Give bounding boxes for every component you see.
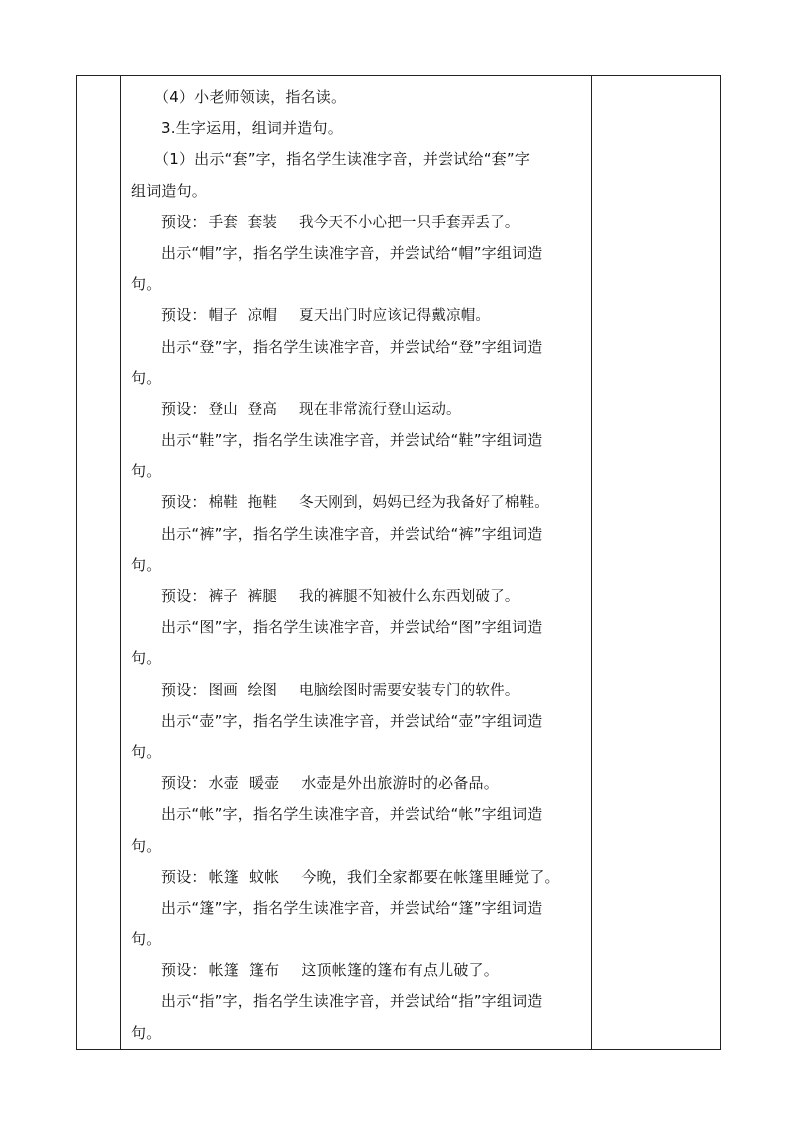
preset-sentence: 水壶是外出旅游时的必备品。 [301,774,499,793]
preset-label: 预设： [161,493,207,512]
lesson-plan-table [76,75,721,1050]
content-line: 出示“裤”字，指名学生读准字音，并尝试给“裤”字组词造 [161,524,543,543]
preset-label: 预设： [161,867,207,886]
main-content-cell [121,76,592,1050]
preset-words: 帽子 凉帽 [208,308,278,325]
content-line: 出示“登”字，指名学生读准字音，并尝试给“登”字组词造 [161,337,543,356]
content-line: 出示“篷”字，指名学生读准字音，并尝试给“篷”字组词造 [161,898,543,917]
preset-words: 帐篷 蚊帐 [208,867,280,886]
preset-line [131,768,585,799]
preset-line [131,394,585,425]
content-line: （1）出示“套”字，指名学生读准字音，并尝试给“套”字 [154,150,531,169]
content-line: 句。 [131,649,162,668]
preset-sentence: 我的裤腿不知被什么东西划破了。 [299,589,520,605]
content-line: 出示“鞋”字，指名学生读准字音，并尝试给“鞋”字组词造 [161,431,543,450]
preset-words: 棉鞋 拖鞋 [208,495,278,512]
content-line: 出示“帽”字，指名学生读准字音，并尝试给“帽”字组词造 [161,243,543,262]
left-column-cell [77,76,121,1050]
content-line: 3.生字运用，组词并造句。 [161,119,343,138]
content-line: 句。 [131,368,162,387]
table-row [77,76,721,1050]
content-line: 出示“壶”字，指名学生读准字音，并尝试给“壶”字组词造 [161,711,543,730]
preset-label: 预设： [161,961,207,980]
preset-line [131,675,585,706]
preset-label: 预设： [161,587,207,605]
preset-sentence: 我今天不小心把一只手套弄丢了。 [299,214,520,231]
preset-words: 水壶 暖壶 [208,774,280,793]
preset-sentence: 今晚，我们全家都要在帐篷里睡觉了。 [301,867,560,886]
preset-line [131,955,585,986]
content-line: 句。 [131,836,162,855]
content-line: 句。 [131,930,162,949]
preset-sentence: 冬天刚到，妈妈已经为我备好了棉鞋。 [299,495,549,512]
content-line: 句。 [131,1023,162,1042]
content-line: 出示“帐”字，指名学生读准字音，并尝试给“帐”字组词造 [161,805,543,824]
preset-sentence: 现在非常流行登山运动。 [299,401,461,418]
preset-line [131,487,585,518]
preset-label: 预设： [161,399,207,418]
preset-sentence: 夏天出门时应该记得戴凉帽。 [299,308,491,325]
preset-words: 帐篷 篷布 [208,961,280,980]
content-line: （4）小老师领读，指名读。 [154,88,347,106]
content-line: 组词造句。 [131,181,208,200]
preset-label: 预设： [161,306,207,325]
preset-line [131,581,585,612]
preset-sentence: 这顶帐篷的篷布有点儿破了。 [301,961,499,980]
preset-line [131,300,585,331]
content-line: 出示“指”字，指名学生读准字音，并尝试给“指”字组词造 [161,992,543,1011]
content-line: 句。 [131,275,162,294]
content-line: 句。 [131,555,162,574]
preset-words: 裤子 裤腿 [208,589,278,605]
preset-words: 图画 绘图 [208,682,278,699]
preset-words: 登山 登高 [208,401,278,418]
lesson-content [121,76,591,1049]
preset-line [131,207,585,238]
content-line: 句。 [131,462,162,481]
content-line: 句。 [131,742,162,761]
preset-label: 预设： [161,774,207,793]
preset-line [131,862,585,893]
content-line: 出示“图”字，指名学生读准字音，并尝试给“图”字组词造 [161,618,543,637]
preset-label: 预设： [161,680,207,699]
right-column-cell [592,76,721,1050]
preset-label: 预设： [161,212,207,231]
preset-words: 手套 套装 [208,214,278,231]
preset-sentence: 电脑绘图时需要安装专门的软件。 [299,682,520,699]
